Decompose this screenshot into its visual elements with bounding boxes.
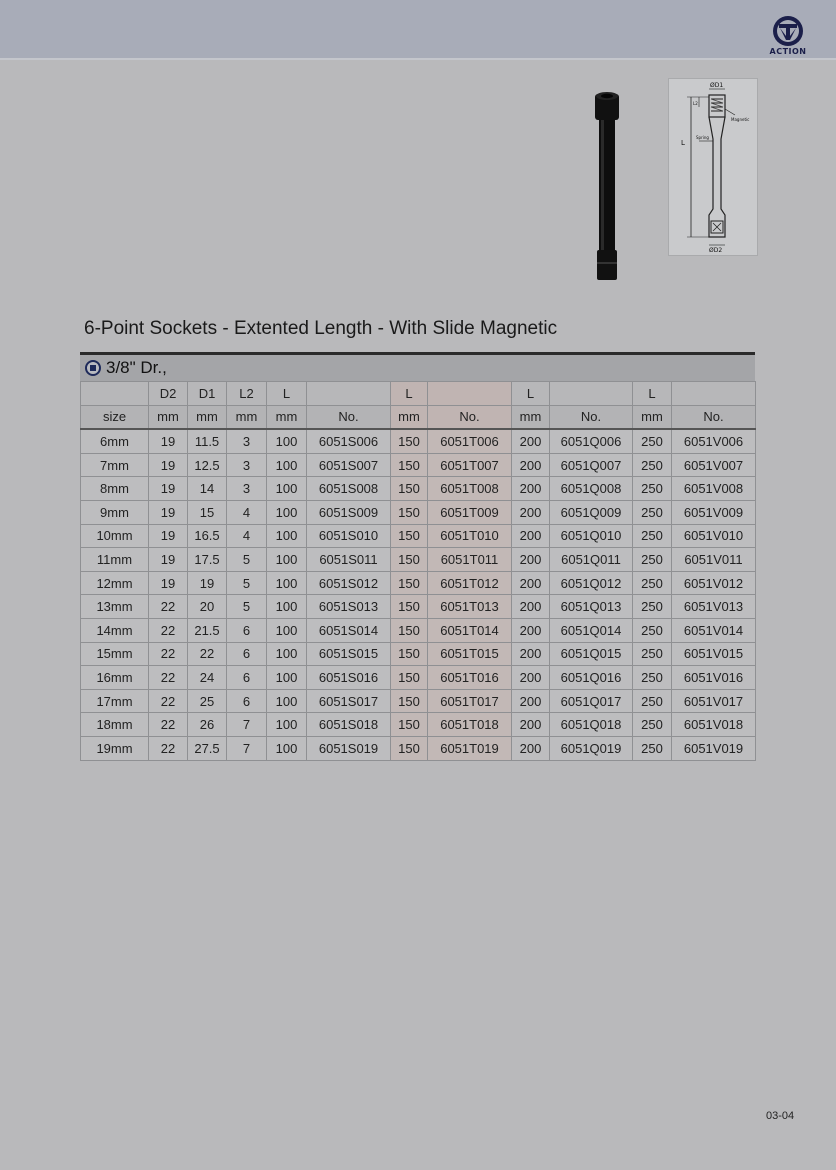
table-cell: 4 [227,500,267,524]
table-cell: 16mm [81,666,149,690]
table-cell: 3 [227,429,267,453]
table-cell: 150 [391,571,428,595]
table-cell: 6051V008 [672,477,756,501]
table-cell: 6051V007 [672,453,756,477]
table-cell: 6051S012 [307,571,391,595]
table-cell: 6051T007 [428,453,512,477]
table-cell: 6051S011 [307,548,391,572]
table-cell: 19 [188,571,227,595]
table-cell: 150 [391,666,428,690]
table-row [81,429,756,453]
unit-cell: No. [428,405,512,429]
table-cell: 6051Q017 [550,689,633,713]
table-cell: 5 [227,548,267,572]
table-cell: 150 [391,548,428,572]
table-cell: 25 [188,689,227,713]
unit-cell: No. [550,405,633,429]
diagram-l2-label: L2 [693,101,698,106]
table-cell: 6 [227,666,267,690]
table-row [81,477,756,501]
table-cell: 19 [149,500,188,524]
table-row [81,618,756,642]
table-cell: 5 [227,571,267,595]
table-cell: 24 [188,666,227,690]
table-cell: 100 [267,642,307,666]
page-title: 6-Point Sockets - Extented Length - With Slide Magnetic [84,318,558,339]
table-row [81,666,756,690]
table-cell: 19 [149,453,188,477]
table-cell: 6051S016 [307,666,391,690]
unit-cell: mm [391,405,428,429]
table-cell: 6 [227,618,267,642]
table-cell: 5 [227,595,267,619]
spec-table [80,381,756,761]
table-cell: 150 [391,477,428,501]
header-cell [307,382,391,406]
table-cell: 200 [512,618,550,642]
dimension-diagram [668,78,758,256]
table-cell: 12mm [81,571,149,595]
table-cell: 200 [512,571,550,595]
logo-icon [766,14,810,48]
table-cell: 14 [188,477,227,501]
table-cell: 6051S017 [307,689,391,713]
table-cell: 22 [149,689,188,713]
table-cell: 250 [633,666,672,690]
table-cell: 6051Q019 [550,736,633,760]
table-cell: 19 [149,548,188,572]
table-cell: 150 [391,618,428,642]
table-cell: 6051Q012 [550,571,633,595]
table-cell: 6051V014 [672,618,756,642]
table-cell: 100 [267,618,307,642]
table-cell: 10mm [81,524,149,548]
table-cell: 22 [149,595,188,619]
section-header [80,352,755,383]
unit-cell: mm [633,405,672,429]
table-cell: 22 [149,642,188,666]
table-cell: 12.5 [188,453,227,477]
table-cell: 22 [149,618,188,642]
diagram-d2-label: ØD2 [709,247,723,254]
table-cell: 27.5 [188,736,227,760]
table-cell: 17.5 [188,548,227,572]
table-cell: 100 [267,736,307,760]
table-cell: 6051T012 [428,571,512,595]
table-cell: 150 [391,736,428,760]
unit-cell: No. [672,405,756,429]
table-cell: 6mm [81,429,149,453]
table-cell: 11mm [81,548,149,572]
table-cell: 150 [391,500,428,524]
table-cell: 200 [512,642,550,666]
unit-cell: mm [267,405,307,429]
table-cell: 100 [267,666,307,690]
table-cell: 6051T014 [428,618,512,642]
table-cell: 22 [188,642,227,666]
table-cell: 250 [633,642,672,666]
table-cell: 6051T018 [428,713,512,737]
unit-cell: mm [188,405,227,429]
table-cell: 18mm [81,713,149,737]
table-cell: 6051V012 [672,571,756,595]
table-cell: 15mm [81,642,149,666]
table-cell: 100 [267,477,307,501]
table-cell: 150 [391,429,428,453]
table-cell: 100 [267,548,307,572]
table-cell: 100 [267,453,307,477]
table-cell: 6051Q008 [550,477,633,501]
table-cell: 6051S010 [307,524,391,548]
table-cell: 6051S009 [307,500,391,524]
table-row [81,500,756,524]
table-cell: 100 [267,595,307,619]
header-cell [550,382,633,406]
table-row [81,642,756,666]
table-cell: 6051T016 [428,666,512,690]
table-cell: 100 [267,429,307,453]
table-cell: 6051Q010 [550,524,633,548]
table-cell: 6051T010 [428,524,512,548]
header-cell [81,382,149,406]
table-cell: 19 [149,429,188,453]
table-cell: 150 [391,713,428,737]
diagram-d1-label: ØD1 [710,82,724,89]
table-cell: 21.5 [188,618,227,642]
table-cell: 6051Q018 [550,713,633,737]
table-cell: 100 [267,571,307,595]
table-row [81,571,756,595]
table-cell: 6051Q007 [550,453,633,477]
table-cell: 6051S015 [307,642,391,666]
table-cell: 250 [633,595,672,619]
table-cell: 6051S014 [307,618,391,642]
table-cell: 6051V011 [672,548,756,572]
table-cell: 150 [391,689,428,713]
table-cell: 200 [512,666,550,690]
table-cell: 6051S008 [307,477,391,501]
table-row [81,713,756,737]
table-cell: 150 [391,524,428,548]
diagram-l-label: L [681,139,685,147]
table-cell: 250 [633,524,672,548]
table-cell: 6051V010 [672,524,756,548]
table-cell: 11.5 [188,429,227,453]
table-cell: 200 [512,595,550,619]
table-cell: 6051V006 [672,429,756,453]
table-cell: 6051S019 [307,736,391,760]
diagram-spring-label: Spring [696,135,709,140]
table-cell: 6051T011 [428,548,512,572]
table-cell: 250 [633,736,672,760]
table-cell: 3 [227,477,267,501]
table-cell: 22 [149,666,188,690]
header-cell: L [512,382,550,406]
table-cell: 26 [188,713,227,737]
table-cell: 6051V009 [672,500,756,524]
table-cell: 19 [149,477,188,501]
table-cell: 7 [227,713,267,737]
table-cell: 6051T009 [428,500,512,524]
unit-cell: size [81,405,149,429]
table-cell: 6051T013 [428,595,512,619]
header-cell: L2 [227,382,267,406]
section-label: 3/8" Dr., [106,358,167,377]
table-units-row [81,405,756,429]
unit-cell: mm [512,405,550,429]
socket-photo [588,90,624,286]
table-cell: 250 [633,548,672,572]
page-number: 03-04 [766,1110,795,1122]
table-cell: 6051V016 [672,666,756,690]
table-cell: 7 [227,736,267,760]
table-cell: 6051S018 [307,713,391,737]
table-cell: 200 [512,453,550,477]
table-cell: 19 [149,571,188,595]
unit-cell: mm [227,405,267,429]
table-cell: 6051Q009 [550,500,633,524]
table-cell: 250 [633,477,672,501]
table-cell: 3 [227,453,267,477]
table-cell: 250 [633,618,672,642]
table-cell: 250 [633,571,672,595]
diagram-magnet-label: Magnetic [731,117,750,122]
unit-cell: mm [149,405,188,429]
table-cell: 15 [188,500,227,524]
table-cell: 250 [633,689,672,713]
table-cell: 200 [512,524,550,548]
table-cell: 250 [633,453,672,477]
table-cell: 6051V013 [672,595,756,619]
table-cell: 6051V019 [672,736,756,760]
table-cell: 6051T017 [428,689,512,713]
table-cell: 150 [391,595,428,619]
table-cell: 250 [633,429,672,453]
table-cell: 6051Q014 [550,618,633,642]
table-cell: 100 [267,500,307,524]
table-cell: 13mm [81,595,149,619]
table-cell: 6051Q013 [550,595,633,619]
table-cell: 250 [633,500,672,524]
table-cell: 4 [227,524,267,548]
table-cell: 14mm [81,618,149,642]
table-cell: 100 [267,689,307,713]
header-cell [428,382,512,406]
table-cell: 17mm [81,689,149,713]
table-cell: 150 [391,642,428,666]
table-cell: 6051T015 [428,642,512,666]
table-cell: 6 [227,689,267,713]
header-cell: L [391,382,428,406]
header-cell: L [633,382,672,406]
header-cell: D2 [149,382,188,406]
unit-cell: No. [307,405,391,429]
table-row [81,736,756,760]
square-drive-icon [85,360,101,376]
table-header-row [81,382,756,406]
action-logo [766,14,810,60]
table-cell: 100 [267,524,307,548]
table-cell: 250 [633,713,672,737]
logo-text: ACTION [769,47,807,56]
table-cell: 6051Q015 [550,642,633,666]
table-row [81,595,756,619]
table-cell: 9mm [81,500,149,524]
table-cell: 100 [267,713,307,737]
table-row [81,453,756,477]
table-cell: 19 [149,524,188,548]
table-cell: 6051V015 [672,642,756,666]
table-cell: 6 [227,642,267,666]
table-cell: 200 [512,689,550,713]
table-cell: 6051S006 [307,429,391,453]
table-cell: 6051V017 [672,689,756,713]
table-cell: 7mm [81,453,149,477]
table-cell: 6051Q006 [550,429,633,453]
table-cell: 6051T019 [428,736,512,760]
table-cell: 8mm [81,477,149,501]
table-cell: 6051V018 [672,713,756,737]
header-cell: L [267,382,307,406]
table-cell: 200 [512,477,550,501]
table-cell: 6051S007 [307,453,391,477]
top-band [0,0,836,60]
table-cell: 6051T006 [428,429,512,453]
table-row [81,689,756,713]
table-row [81,548,756,572]
table-cell: 16.5 [188,524,227,548]
table-cell: 150 [391,453,428,477]
table-cell: 6051S013 [307,595,391,619]
table-cell: 200 [512,500,550,524]
table-cell: 200 [512,429,550,453]
table-cell: 6051Q011 [550,548,633,572]
table-cell: 200 [512,736,550,760]
table-cell: 22 [149,713,188,737]
table-cell: 200 [512,548,550,572]
header-cell [672,382,756,406]
table-row [81,524,756,548]
table-cell: 6051Q016 [550,666,633,690]
header-cell: D1 [188,382,227,406]
table-cell: 20 [188,595,227,619]
table-cell: 200 [512,713,550,737]
table-cell: 6051T008 [428,477,512,501]
table-cell: 22 [149,736,188,760]
table-cell: 19mm [81,736,149,760]
